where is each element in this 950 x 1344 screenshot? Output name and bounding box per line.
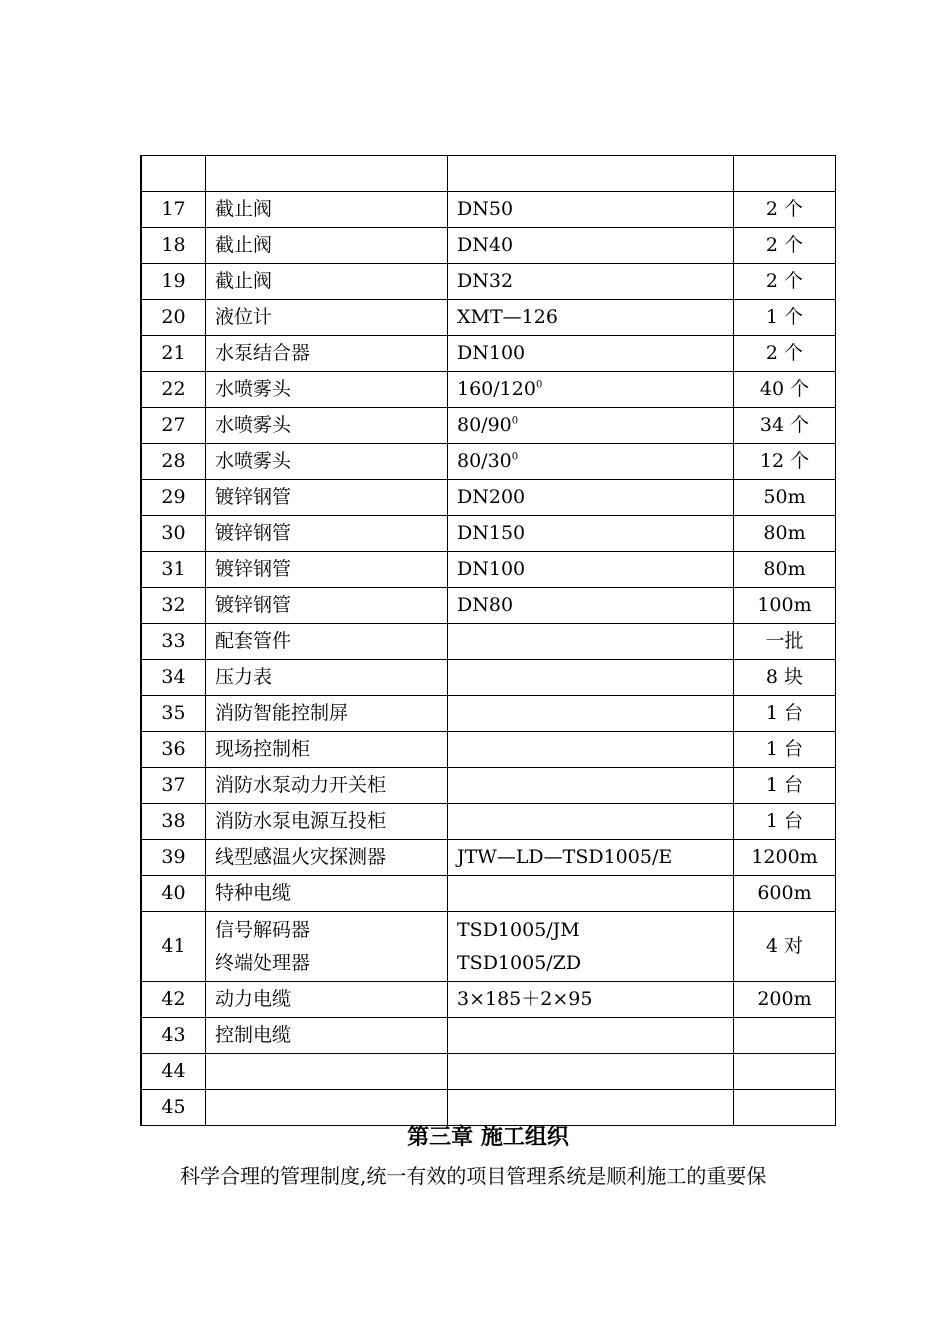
item-spec xyxy=(448,804,734,840)
item-spec xyxy=(448,444,734,480)
item-quantity: 600m xyxy=(734,876,836,912)
row-number: 36 xyxy=(141,732,206,768)
item-quantity: 1 个 xyxy=(734,300,836,336)
item-name: 镀锌钢管 xyxy=(206,552,448,588)
row-number: 45 xyxy=(141,1090,206,1126)
table-row xyxy=(141,156,836,192)
item-spec: JTW—LD—TSD1005/E xyxy=(448,840,734,876)
item-quantity: 12 个 xyxy=(734,444,836,480)
row-number: 19 xyxy=(141,264,206,300)
item-quantity: 2 个 xyxy=(734,192,836,228)
row-number: 37 xyxy=(141,768,206,804)
spec-value: 80/30 xyxy=(457,450,512,473)
table-row xyxy=(141,660,836,696)
table-row xyxy=(141,588,836,624)
item-quantity: 1200m xyxy=(734,840,836,876)
row-number: 32 xyxy=(141,588,206,624)
table-row xyxy=(141,192,836,228)
table-row xyxy=(141,300,836,336)
item-spec: DN150 xyxy=(448,516,734,552)
item-spec xyxy=(448,408,734,444)
table-row xyxy=(141,840,836,876)
item-name-line-2: 终端处理器 xyxy=(215,951,311,974)
item-name: 线型感温火灾探测器 xyxy=(206,840,448,876)
row-number: 31 xyxy=(141,552,206,588)
item-quantity: 2 个 xyxy=(734,336,836,372)
item-name: 镀锌钢管 xyxy=(206,588,448,624)
item-quantity xyxy=(734,1054,836,1090)
item-name: 消防智能控制屏 xyxy=(206,696,448,732)
item-quantity: 8 块 xyxy=(734,660,836,696)
item-quantity: 80m xyxy=(734,516,836,552)
item-quantity: 1 台 xyxy=(734,768,836,804)
degree-superscript: 0 xyxy=(535,379,543,391)
item-quantity xyxy=(734,156,836,192)
item-spec: DN32 xyxy=(448,264,734,300)
body-paragraph: 科学合理的管理制度,统一有效的项目管理系统是顺利施工的重要保 xyxy=(180,1164,767,1188)
table-row xyxy=(141,696,836,732)
table-row xyxy=(141,1054,836,1090)
item-quantity: 50m xyxy=(734,480,836,516)
item-name: 液位计 xyxy=(206,300,448,336)
row-number: 27 xyxy=(141,408,206,444)
item-quantity: 1 台 xyxy=(734,804,836,840)
degree-superscript: 0 xyxy=(511,451,519,463)
row-number: 34 xyxy=(141,660,206,696)
item-name: 消防水泵动力开关柜 xyxy=(206,768,448,804)
row-number: 43 xyxy=(141,1018,206,1054)
item-spec xyxy=(448,372,734,408)
item-spec xyxy=(448,660,734,696)
row-number: 42 xyxy=(141,982,206,1018)
item-spec-line-2: TSD1005/ZD xyxy=(457,951,582,974)
item-spec xyxy=(448,1054,734,1090)
table-row xyxy=(141,408,836,444)
item-name: 控制电缆 xyxy=(206,1018,448,1054)
item-name: 水泵结合器 xyxy=(206,336,448,372)
item-name: 截止阀 xyxy=(206,228,448,264)
item-name: 镀锌钢管 xyxy=(206,516,448,552)
item-spec xyxy=(448,732,734,768)
item-spec xyxy=(448,624,734,660)
item-name xyxy=(206,912,448,982)
item-spec xyxy=(448,876,734,912)
item-name: 特种电缆 xyxy=(206,876,448,912)
item-spec-line-1: TSD1005/JM xyxy=(457,918,580,941)
item-name: 消防水泵电源互投柜 xyxy=(206,804,448,840)
table-row xyxy=(141,228,836,264)
table-row xyxy=(141,372,836,408)
item-name: 水喷雾头 xyxy=(206,408,448,444)
row-number: 22 xyxy=(141,372,206,408)
item-spec: DN100 xyxy=(448,552,734,588)
table-row xyxy=(141,768,836,804)
row-number: 21 xyxy=(141,336,206,372)
item-quantity: 2 个 xyxy=(734,228,836,264)
table-row xyxy=(141,552,836,588)
item-name xyxy=(206,156,448,192)
table-row xyxy=(141,516,836,552)
item-quantity: 80m xyxy=(734,552,836,588)
item-spec xyxy=(448,1018,734,1054)
row-number: 30 xyxy=(141,516,206,552)
item-name: 水喷雾头 xyxy=(206,444,448,480)
row-number: 29 xyxy=(141,480,206,516)
table-row xyxy=(141,876,836,912)
item-spec: 3×185＋2×95 xyxy=(448,982,734,1018)
item-spec: DN40 xyxy=(448,228,734,264)
item-spec xyxy=(448,696,734,732)
item-name: 水喷雾头 xyxy=(206,372,448,408)
table-row xyxy=(141,982,836,1018)
item-name xyxy=(206,1054,448,1090)
row-number: 35 xyxy=(141,696,206,732)
row-number: 18 xyxy=(141,228,206,264)
item-name: 截止阀 xyxy=(206,264,448,300)
item-spec xyxy=(448,156,734,192)
item-name: 镀锌钢管 xyxy=(206,480,448,516)
item-name: 现场控制柜 xyxy=(206,732,448,768)
item-spec: DN200 xyxy=(448,480,734,516)
table-row xyxy=(141,1018,836,1054)
item-name: 配套管件 xyxy=(206,624,448,660)
table-row xyxy=(141,912,836,982)
item-quantity: 34 个 xyxy=(734,408,836,444)
item-spec: XMT—126 xyxy=(448,300,734,336)
item-quantity: 4 对 xyxy=(734,912,836,982)
item-spec: DN100 xyxy=(448,336,734,372)
item-quantity: 1 台 xyxy=(734,732,836,768)
row-number: 17 xyxy=(141,192,206,228)
table-row xyxy=(141,624,836,660)
equipment-table xyxy=(140,155,836,1126)
item-name-line-1: 信号解码器 xyxy=(215,918,311,941)
row-number: 20 xyxy=(141,300,206,336)
item-quantity: 一批 xyxy=(734,624,836,660)
spec-value: 80/90 xyxy=(457,414,512,437)
item-spec: DN80 xyxy=(448,588,734,624)
table-row xyxy=(141,264,836,300)
item-name: 截止阀 xyxy=(206,192,448,228)
row-number: 41 xyxy=(141,912,206,982)
row-number: 44 xyxy=(141,1054,206,1090)
table-row xyxy=(141,732,836,768)
degree-superscript: 0 xyxy=(511,415,519,427)
item-spec xyxy=(448,768,734,804)
item-quantity xyxy=(734,1018,836,1054)
row-number xyxy=(141,156,206,192)
item-quantity: 100m xyxy=(734,588,836,624)
item-spec: DN50 xyxy=(448,192,734,228)
item-quantity: 40 个 xyxy=(734,372,836,408)
item-quantity: 1 台 xyxy=(734,696,836,732)
item-quantity: 200m xyxy=(734,982,836,1018)
table-row xyxy=(141,480,836,516)
item-spec xyxy=(448,912,734,982)
row-number: 39 xyxy=(141,840,206,876)
table-row xyxy=(141,804,836,840)
row-number: 40 xyxy=(141,876,206,912)
row-number: 33 xyxy=(141,624,206,660)
item-quantity: 2 个 xyxy=(734,264,836,300)
item-name: 压力表 xyxy=(206,660,448,696)
table-row xyxy=(141,444,836,480)
table-row xyxy=(141,336,836,372)
row-number: 38 xyxy=(141,804,206,840)
row-number: 28 xyxy=(141,444,206,480)
spec-value: 160/120 xyxy=(457,378,536,401)
item-name: 动力电缆 xyxy=(206,982,448,1018)
chapter-title: 第三章 施工组织 xyxy=(407,1124,569,1150)
